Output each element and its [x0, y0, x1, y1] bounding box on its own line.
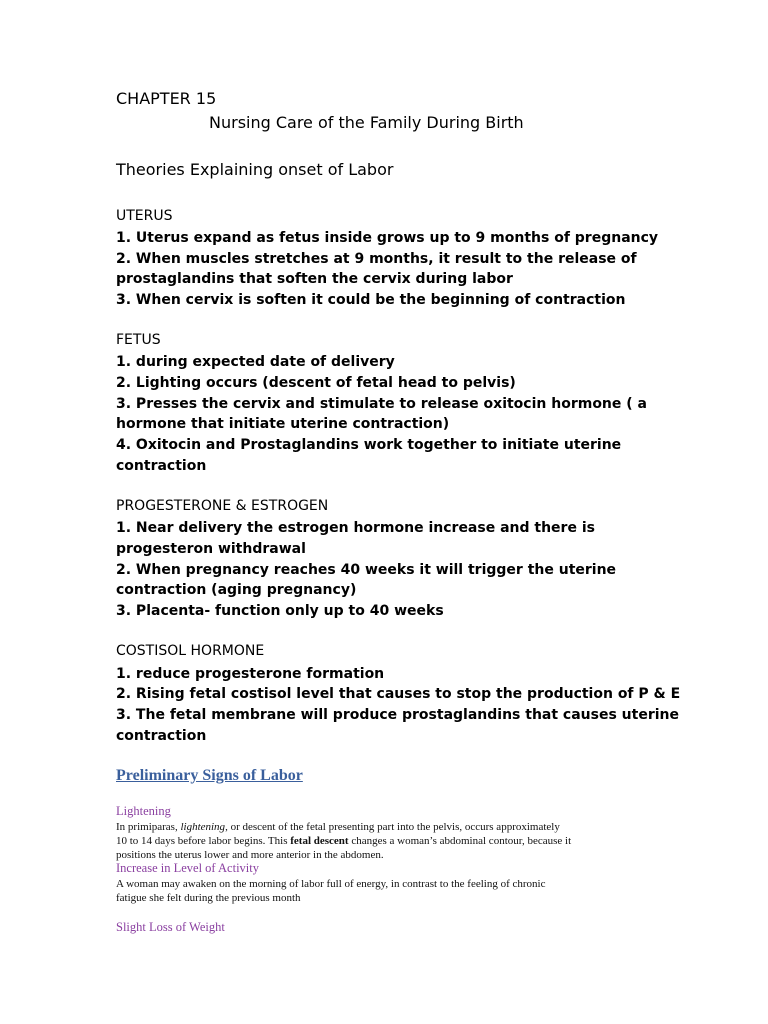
- uterus-item: 3. When cervix is soften it could be the beginning of contraction: [116, 292, 626, 308]
- activity-paragraph-line: fatigue she felt during the previous month: [116, 892, 301, 904]
- fetus-item: 3. Presses the cervix and stimulate to release oxitocin hormone ( a: [116, 396, 647, 412]
- progesterone-item: 1. Near delivery the estrogen hormone increase and there is: [116, 520, 595, 536]
- fetus-item: 2. Lighting occurs (descent of fetal head to pelvis): [116, 375, 516, 391]
- weight-loss-heading: Slight Loss of Weight: [116, 920, 225, 934]
- preliminary-signs-heading: Preliminary Signs of Labor: [116, 767, 303, 784]
- costisol-item: 2. Rising fetal costisol level that causes to stop the production of P & E: [116, 686, 681, 702]
- uterus-heading: UTERUS: [116, 208, 173, 224]
- costisol-item: 1. reduce progesterone formation: [116, 666, 385, 682]
- costisol-heading: COSTISOL HORMONE: [116, 643, 265, 659]
- fetus-heading: FETUS: [116, 332, 161, 348]
- lightening-paragraph-line: In primiparas, lightening, or descent of the fetal presenting part into the pelvis, occurs approximately: [116, 821, 560, 833]
- uterus-item: 2. When muscles stretches at 9 months, it result to the release of: [116, 251, 637, 267]
- lightening-paragraph-line: positions the uterus lower and more anterior in the abdomen.: [116, 849, 384, 861]
- fetus-item: 4. Oxitocin and Prostaglandins work together to initiate uterine: [116, 437, 622, 453]
- fetus-item: 1. during expected date of delivery: [116, 354, 395, 370]
- chapter-label: CHAPTER 15: [116, 89, 217, 108]
- progesterone-item: 3. Placenta- function only up to 40 weeks: [116, 603, 444, 619]
- theories-heading: Theories Explaining onset of Labor: [116, 160, 394, 179]
- document-title: Nursing Care of the Family During Birth: [209, 113, 524, 132]
- activity-heading: Increase in Level of Activity: [116, 861, 259, 875]
- progesterone-item: progesteron withdrawal: [116, 541, 306, 557]
- uterus-item: 1. Uterus expand as fetus inside grows up to 9 months of pregnancy: [116, 230, 659, 246]
- progesterone-heading: PROGESTERONE & ESTROGEN: [116, 498, 329, 514]
- lightening-heading: Lightening: [116, 804, 171, 818]
- progesterone-item: contraction (aging pregnancy): [116, 582, 357, 598]
- activity-paragraph-line: A woman may awaken on the morning of labor full of energy, in contrast to the feeling of chronic: [116, 878, 546, 890]
- costisol-item: 3. The fetal membrane will produce prostaglandins that causes uterine: [116, 707, 679, 723]
- fetus-item: hormone that initiate uterine contraction): [116, 416, 450, 432]
- progesterone-item: 2. When pregnancy reaches 40 weeks it will trigger the uterine: [116, 562, 617, 578]
- uterus-item: prostaglandins that soften the cervix during labor: [116, 271, 513, 287]
- costisol-item: contraction: [116, 728, 207, 744]
- lightening-paragraph-line: 10 to 14 days before labor begins. This fetal descent changes a woman’s abdominal contour, because it: [116, 835, 572, 847]
- fetus-item: contraction: [116, 458, 207, 474]
